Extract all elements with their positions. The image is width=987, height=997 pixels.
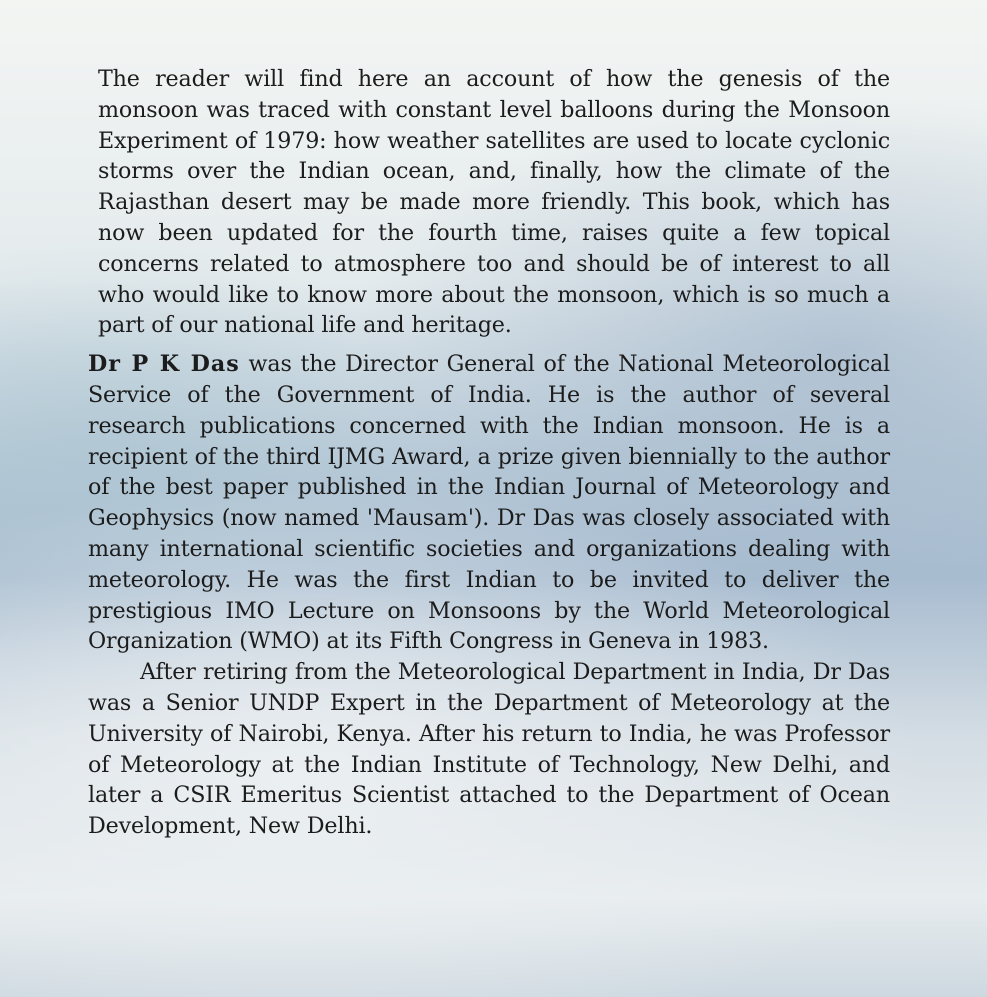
author-name: Dr P K Das [88, 351, 240, 378]
back-cover-text [88, 64, 890, 842]
book-blurb-paragraph: The reader will find here an account of how the genesis of the monsoon was traced with constant level balloons during the Monsoon Experiment of 1979: how weather satellites are used to locate cyclonic storms over the Indian ocean, and, finally, how the climate of the Rajasthan desert may be made more friendly. This book, which has now been updated for the fourth time, raises quite a few topical concerns related to atmosphere too and should be of interest to all who would like to know more about the monsoon, which is so much a part of our national life and heritage. [98, 66, 890, 339]
author-bio-paragraph [88, 349, 890, 657]
author-career-paragraph: After retiring from the Meteorological Department in India, Dr Das was a Senior UNDP Expert in the Department of Meteorology at the University of Nairobi, Kenya. After his return to India, he was Professor of Meteorology at the Indian Institute of Technology, New Delhi, and later a CSIR Emeritus Scientist attached to the Department of Ocean Development, New Delhi. [88, 659, 890, 840]
author-bio-text: was the Director General of the National Meteorological Service of the Government of India. He is the author of several research publications concerned with the Indian monsoon. He is a recipient of the third IJMG Award, a prize given biennially to the author of the best paper published in the Indian Journal of Meteorology and Geophysics (now named 'Mausam'). Dr Das was closely associated with many international scientific societies and organizations dealing with meteorology. He was the first Indian to be invited to deliver the prestigious IMO Lecture on Monsoons by the World Meteorological Organization (WMO) at its Fifth Congress in Geneva in 1983. [88, 351, 890, 655]
